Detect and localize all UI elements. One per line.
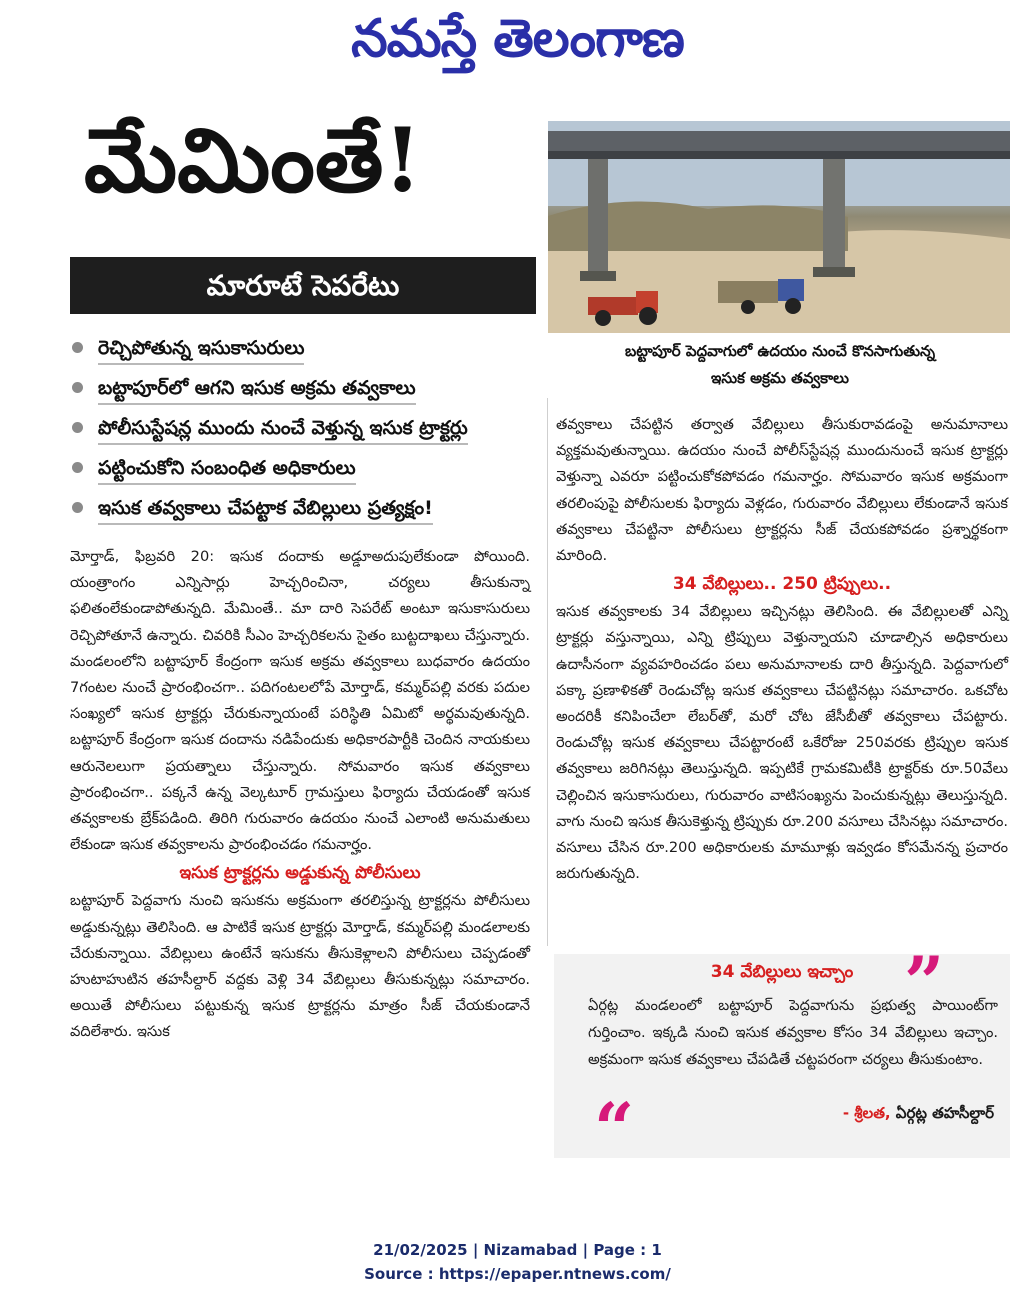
photo-caption: బట్టాపూర్ పెద్దవాగులో ఉదయం నుంచే కొనసాగుతున్న ఇసుక అక్రమ తవ్వకాలు — [624, 342, 936, 387]
quote-signature — [843, 1104, 994, 1126]
footer-source-link[interactable]: Source : https://epaper.ntnews.com/ — [364, 1265, 671, 1283]
page-footer — [0, 1238, 1035, 1286]
bullet-item: బట్టాపూర్‌లో ఆగని ఇసుక అక్రమ తవ్వకాలు — [70, 368, 540, 408]
left-article-column — [70, 544, 530, 1046]
river-sand-photo — [548, 121, 1010, 333]
headline: మేమింతే! — [84, 108, 422, 212]
signer-title: ఏర్గట్ల తహసీల్దార్ — [895, 1104, 994, 1122]
bullet-dot-icon — [72, 382, 83, 393]
signer-name: - శ్రీలత, — [842, 1104, 891, 1122]
bullet-item: రెచ్చిపోతున్న ఇసుకాసురులు — [70, 328, 540, 368]
article-paragraph: మోర్తాడ్, ఫిబ్రవరి 20: ఇసుక దందాకు అడ్డూఅదుపులేకుండా పోయింది. యంత్రాంగం ఎన్నిసార్లు హెచ్చరించినా, చర్యలు తీసుకున్నా ఫలితంలేకుండాపోతున్నది. మేమింతే.. మా దారి సెపరేట్ అంటూ ఇసుకాసురులు రెచ్చిపోతూనే ఉన్నారు. చివరికి సీఎం హెచ్చరికలను సైతం బుట్టదాఖలు చేస్తున్నారు. మండలంలోని బట్టాపూర్ కేంద్రంగా ఇసుక అక్రమ తవ్వకాలు బుధవారం ఉదయం 7గంటల నుంచే ప్రారంభించగా.. పదిగంటలలోపే మోర్తాడ్, కమ్మర్‌పల్లి వరకు పదుల సంఖ్యలో ఇసుక ట్రాక్టర్లు చేరుకున్నాయంటే పరిస్థితి ఏమిటో అర్థమవుతున్నది. బట్టాపూర్ కేంద్రంగా ఇసుక దందాను నడిపేందుకు అధికారపార్టీకి చెందిన నాయకులు ఆరునెలలుగా ప్రయత్నాలు చేస్తున్నారు. సోమవారం ఇసుక తవ్వకాలు ప్రారంభించగా.. పక్కనే ఉన్న వెల్కటూర్ గ్రామస్తులు ఫిర్యాదు చేయడంతో ఇసుక తవ్వకాలకు బ్రేక్‌పడింది. తిరిగి గురువారం ఉదయం నుంచే ఎలాంటి అనుమతులు లేకుండా ఇసుక తవ్వకాలను ప్రారంభించడం గమనార్హం. — [70, 548, 530, 854]
bullet-list — [70, 328, 540, 528]
bullet-item: పట్టించుకోని సంబంధిత అధికారులు — [70, 448, 540, 488]
footer-date-edition: 21/02/2025 | Nizamabad | Page : 1 — [373, 1241, 662, 1259]
open-quote-icon: “ — [594, 1087, 635, 1170]
close-quote-icon: ” — [904, 941, 945, 1024]
bullet-dot-icon — [72, 462, 83, 473]
masthead-logo: నమస్తే తెలంగాణ — [351, 8, 684, 69]
article-paragraph: ఇసుక తవ్వకాలకు 34 వేబిల్లులు ఇచ్చినట్లు తెలిసింది. ఈ వేబిల్లులతో ఎన్ని ట్రాక్టర్లు వస్తున్నాయి, ఎన్ని ట్రిప్పులు వెళ్తున్నాయని చూడాల్సిన అధికారులు ఉదాసీనంగా వ్యవహరించడం పలు అనుమానాలకు దారి తీస్తున్నది. పెద్దవాగులో పక్కా ప్రణాళికతో రెండుచోట్ల ఇసుక తవ్వకాలు చేపట్టినట్లు సమాచారం. ఒకచోట అందరికీ కనిపించేలా లేబర్‌తో, మరో చోట జేసీబీతో తవ్వకాలు చేపట్టారు. రెండుచోట్ల ఇసుక తవ్వకాలు చేపట్టారంటే ఒకేరోజు 250వరకు ట్రిప్పుల ఇసుక తవ్వకాలు జరిగినట్లు తెలుస్తున్నది. ఇప్పటికే గ్రామకమిటీకి ట్రాక్టర్‌కు రూ.50వేలు చెల్లించిన ఇసుకాసురులు, గురువారం వాటిసంఖ్యను పెంచుకున్నట్లు తెలుస్తున్నది. వాగు నుంచి ఇసుక తీసుకెళ్తున్న ట్రిప్పుకు రూ.200 వసూలు చేసినట్లు సమాచారం. వసూలు చేసిన రూ.200 అధికారులకు మామూళ్లు ఇవ్వడం కోసమేనన్న ప్రచారం జరుగుతున్నది. — [556, 603, 1008, 883]
column-divider — [547, 398, 548, 946]
bullet-item: పోలీసుస్టేషన్ల ముందు నుంచే వెళ్తున్న ఇసుక ట్రాక్టర్లు — [70, 408, 540, 448]
section-subheading: ఇసుక ట్రాక్టర్లను అడ్డుకున్న పోలీసులు — [179, 863, 421, 884]
article-paragraph: బట్టాపూర్ పెద్దవాగు నుంచి ఇసుకను అక్రమంగా తరలిస్తున్న ట్రాక్టర్లను పోలీసులు అడ్డుకున్నట్లు తెలిసింది. ఆ పాటికే ఇసుక ట్రాక్టర్లు మోర్తాడ్, కమ్మర్‌పల్లి మండలాలకు చేరుకున్నాయి. వేబిల్లులు ఉంటేనే ఇసుకను తీసుకెళ్లాలని పోలీసులు చెప్పడంతో హుటాహుటిన తహసీల్దార్ వద్దకు వెళ్లి 34 వేబిల్లులు తీసుకున్నట్లు సమాచారం. అయితే పోలీసులు పట్టుకున్న ఇసుక ట్రాక్టర్లను మాత్రం సీజ్ చేయకుండానే వదిలేశారు. ఇసుక — [70, 892, 530, 1041]
article-paragraph: తవ్వకాలు చేపట్టిన తర్వాత వేబిల్లులు తీసుకురావడంపై అనుమానాలు వ్యక్తమవుతున్నాయి. ఉదయం నుంచే పోలీస్‌స్టేషన్ల ముందునుంచే ఇసుక ట్రాక్టర్లు వెళ్తున్నా ఎవరూ పట్టించుకోకపోవడం గమనార్హం. సోమవారం ఇసుక అక్రమంగా తరలింపుపై పోలీసులకు ఫిర్యాదు వెళ్లడం, గురువారం వేబిల్లులు లేకుండానే ఇసుక తవ్వకాలు చేపట్టినా పోలీసులు ట్రాక్టర్లను సీజ్ చేయకపోవడం ప్రశ్నార్థకంగా మారింది. — [556, 416, 1008, 565]
bullet-dot-icon — [72, 422, 83, 433]
quote-title: 34 వేబిల్లులు ఇచ్చాం — [710, 962, 854, 982]
bridge-tractor-illustration — [548, 121, 1010, 333]
bullet-dot-icon — [72, 342, 83, 353]
bullet-item: ఇసుక తవ్వకాలు చేపట్టాక వేబిల్లులు ప్రత్యక్షం! — [70, 488, 540, 528]
quote-box — [554, 941, 1010, 1170]
quote-text: ఏర్గట్ల మండలంలో బట్టాపూర్ పెద్దవాగును ప్రభుత్వ పాయింట్‌గా గుర్తించాం. ఇక్కడి నుంచి ఇసుక తవ్వకాల కోసం 34 వేబిల్లులు ఇచ్చాం. అక్రమంగా ఇసుక తవ్వకాలు చేపడితే చట్టపరంగా చర్యలు తీసుకుంటాం. — [588, 997, 998, 1068]
kicker-banner: మారూటే సెపరేటు — [70, 257, 536, 314]
bullet-dot-icon — [72, 502, 83, 513]
right-article-column — [556, 412, 1008, 887]
section-subheading: 34 వేబిల్లులు.. 250 ట్రిప్పులు.. — [672, 574, 892, 595]
